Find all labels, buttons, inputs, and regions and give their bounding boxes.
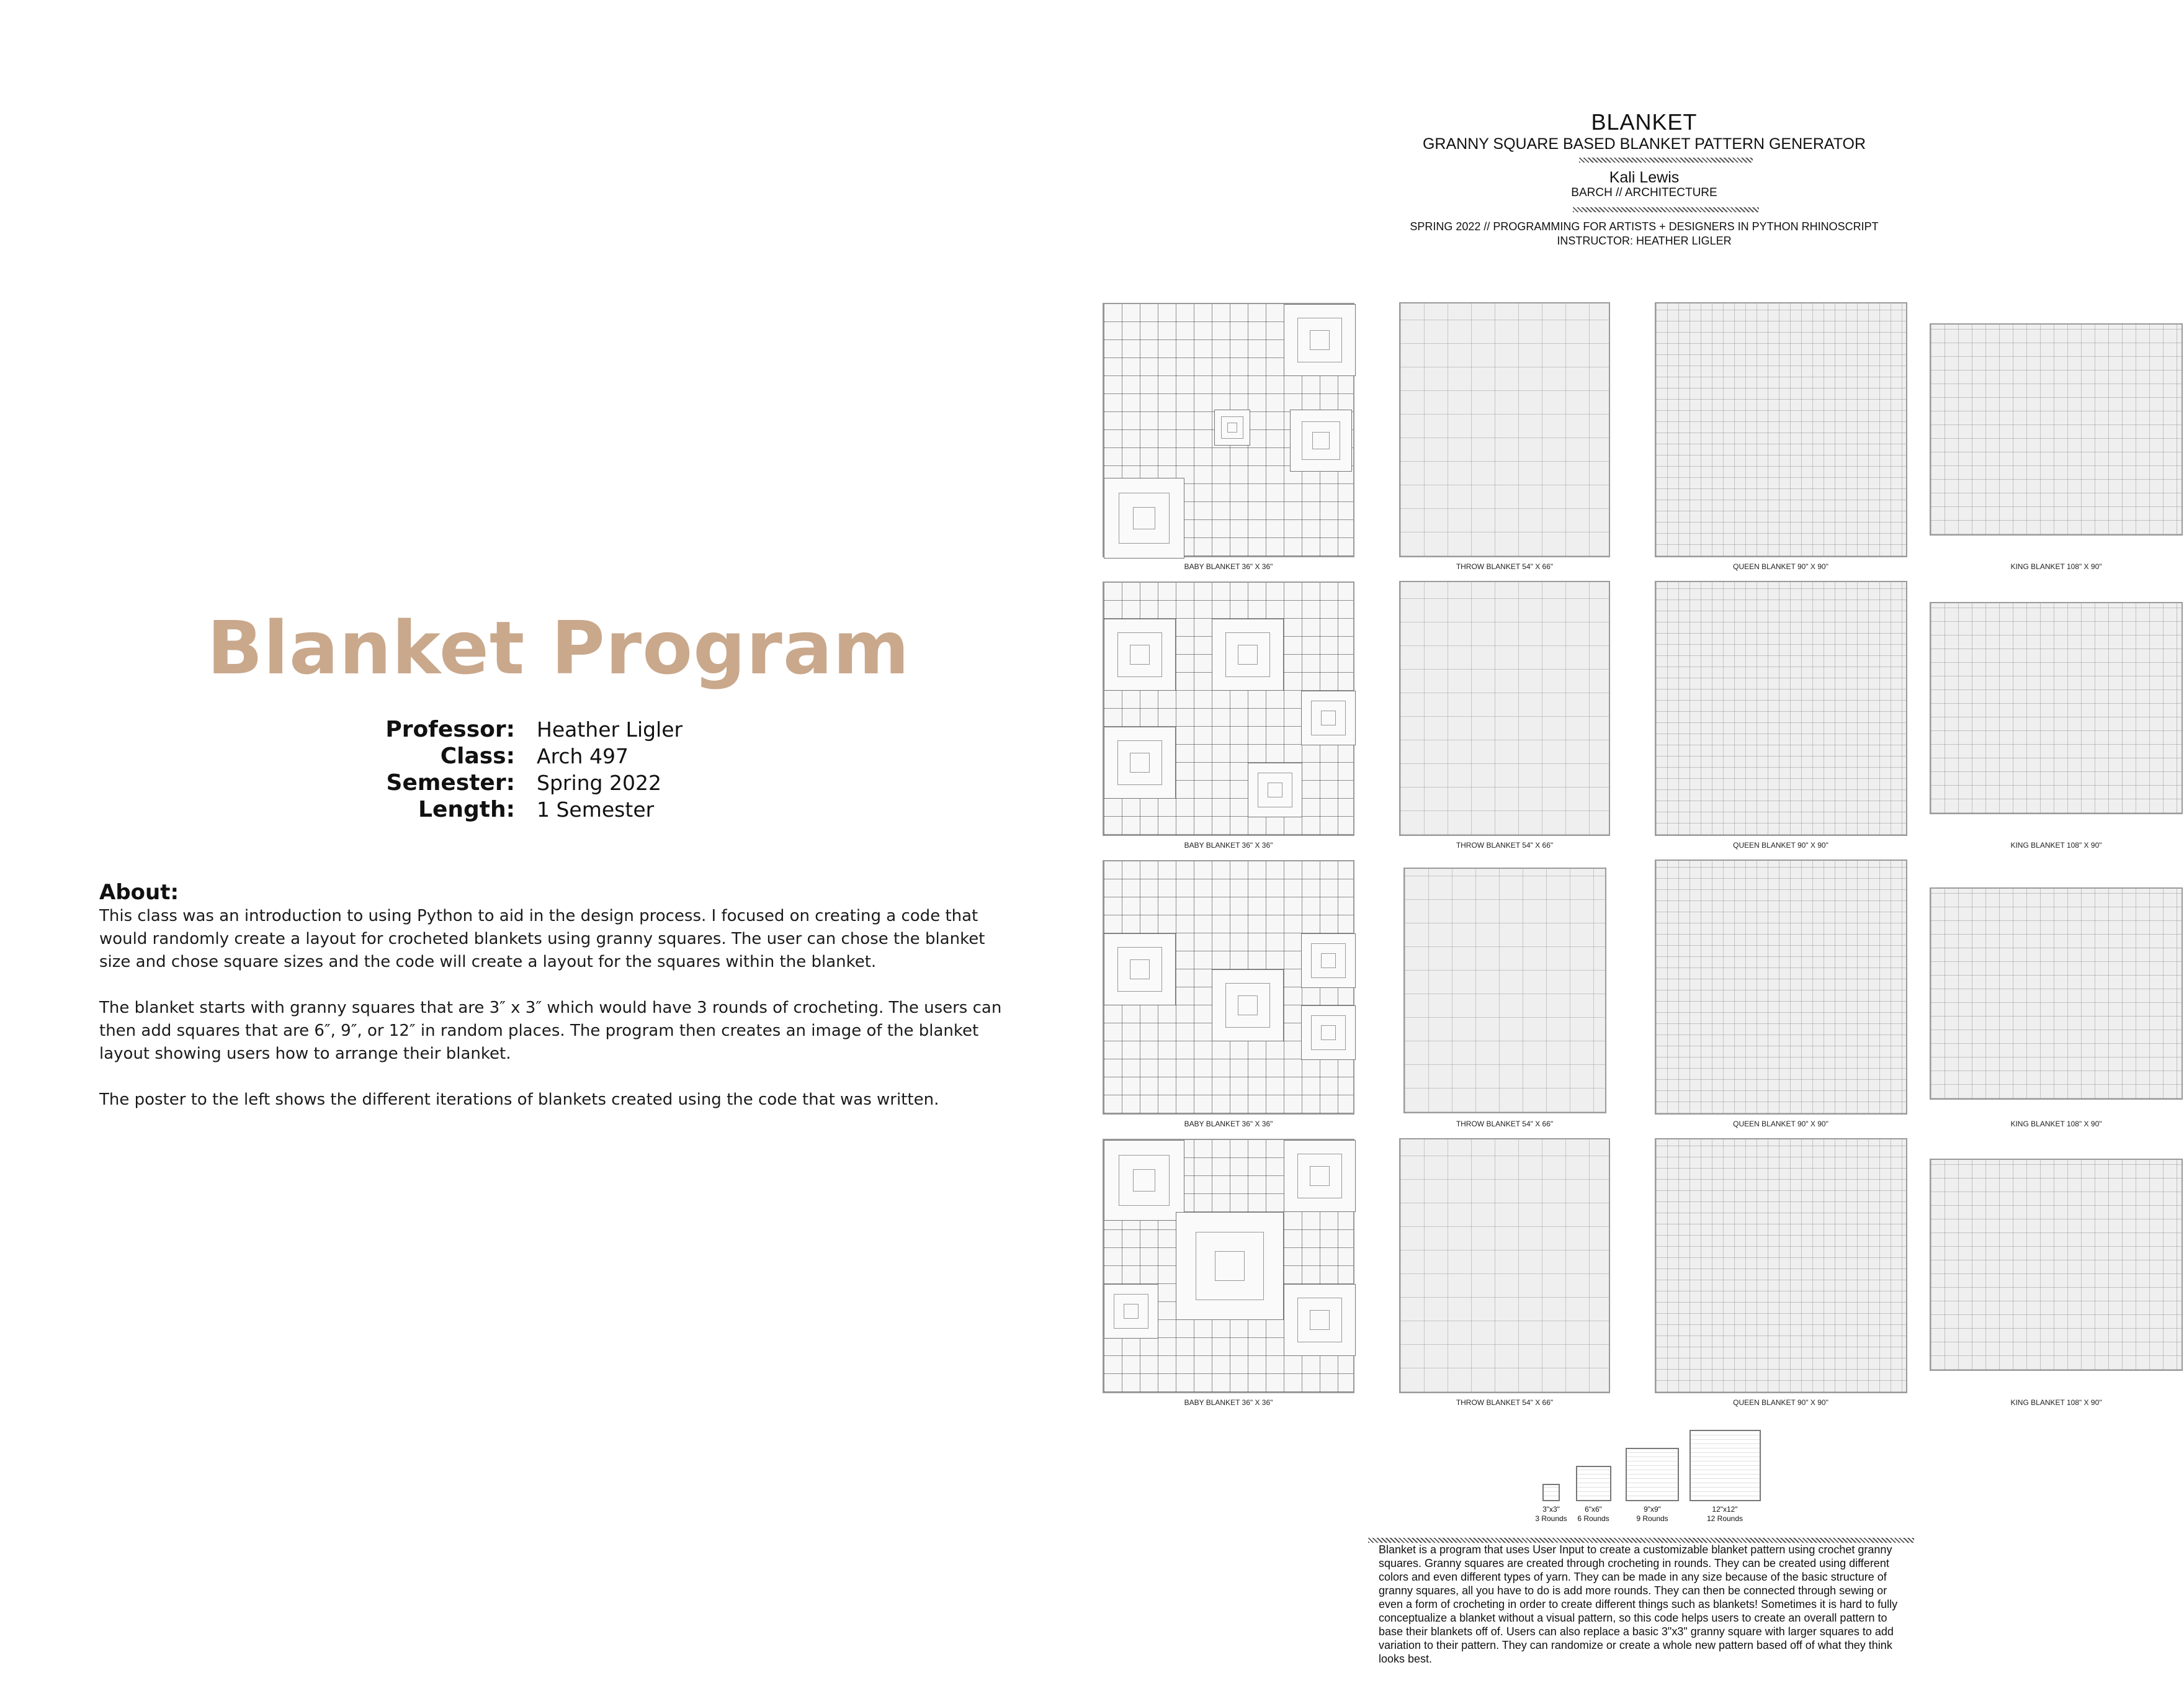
- legend-size: 12"x12": [1712, 1505, 1738, 1514]
- caption-queen: QUEEN BLANKET 90" X 90": [1733, 841, 1828, 850]
- about-paragraph: The blanket starts with granny squares that are 3″ x 3″ which would have 3 rounds of crocheting. The users can then add squares that are 6″, 9″, or 12″ in random places. The program then creates an image of the blanket layout showing users how to arrange their blanket.: [99, 999, 1002, 1063]
- meta-value: Heather Ligler: [537, 717, 683, 742]
- meta-value: Arch 497: [537, 744, 629, 768]
- meta-row-class: [0, 743, 1117, 770]
- blanket-pattern-baby: [1103, 1139, 1354, 1393]
- legend-square-6: [1576, 1466, 1611, 1501]
- blanket-pattern-king: [1930, 1159, 2183, 1371]
- legend-rounds: 9 Rounds: [1636, 1514, 1668, 1523]
- blanket-pattern-throw: [1399, 581, 1610, 836]
- granny-square: [1301, 691, 1356, 745]
- granny-square: [1104, 478, 1184, 559]
- legend-caption: [1615, 1505, 1689, 1524]
- about-heading: About:: [99, 880, 179, 905]
- course-line: SPRING 2022 // PROGRAMMING FOR ARTISTS + DESIGNERS IN PYTHON RHINOSCRIPT: [1410, 220, 1879, 233]
- meta-label: Professor:: [385, 717, 515, 742]
- granny-square: [1284, 1140, 1356, 1212]
- blanket-pattern-queen: [1655, 1138, 1907, 1393]
- instructor-line: INSTRUCTOR: HEATHER LIGLER: [1557, 235, 1732, 247]
- caption-queen: QUEEN BLANKET 90" X 90": [1733, 1120, 1828, 1128]
- course-info: [0, 717, 1117, 824]
- blanket-pattern-king: [1930, 887, 2183, 1100]
- meta-row-length: [0, 797, 1117, 824]
- caption-baby: BABY BLANKET 36" X 36": [1184, 841, 1273, 850]
- legend-square-3: [1542, 1484, 1560, 1501]
- caption-throw: THROW BLANKET 54" X 66": [1456, 562, 1554, 571]
- caption-baby: BABY BLANKET 36" X 36": [1184, 562, 1273, 571]
- meta-label: Length:: [418, 797, 515, 822]
- blanket-pattern-throw: [1399, 1138, 1610, 1393]
- granny-square: [1176, 1212, 1284, 1320]
- legend-rounds: 12 Rounds: [1706, 1514, 1743, 1523]
- blanket-pattern-king: [1930, 602, 2183, 814]
- page-title: Blanket Program: [207, 605, 910, 691]
- blanket-pattern-king: [1930, 323, 2183, 536]
- zigzag-divider: [1573, 207, 1759, 212]
- granny-square: [1104, 1284, 1158, 1339]
- granny-square: [1301, 933, 1356, 988]
- legend-size: 3"x3": [1542, 1505, 1560, 1514]
- meta-value: 1 Semester: [537, 797, 655, 822]
- caption-queen: QUEEN BLANKET 90" X 90": [1733, 1398, 1828, 1407]
- meta-value: Spring 2022: [537, 771, 661, 795]
- caption-throw: THROW BLANKET 54" X 66": [1456, 1120, 1554, 1128]
- blanket-pattern-queen: [1655, 581, 1907, 836]
- zigzag-divider: [1579, 158, 1753, 163]
- legend-caption: [1688, 1505, 1762, 1524]
- blanket-pattern-throw: [1399, 302, 1610, 557]
- meta-label: Class:: [440, 743, 515, 769]
- granny-square: [1284, 1284, 1356, 1356]
- legend-rounds: 6 Rounds: [1577, 1514, 1609, 1523]
- poster-subtitle: GRANNY SQUARE BASED BLANKET PATTERN GENERATOR: [1422, 135, 1866, 153]
- granny-square: [1248, 763, 1302, 817]
- blanket-pattern-baby: [1103, 860, 1354, 1115]
- author-program: BARCH // ARCHITECTURE: [1571, 186, 1717, 199]
- granny-square: [1104, 727, 1176, 799]
- zigzag-divider: [1368, 1538, 1914, 1543]
- meta-row-professor: [0, 717, 1117, 743]
- about-body: [99, 905, 1005, 1134]
- caption-baby: BABY BLANKET 36" X 36": [1184, 1398, 1273, 1407]
- granny-square: [1104, 619, 1176, 691]
- blanket-pattern-queen: [1655, 302, 1907, 557]
- caption-queen: QUEEN BLANKET 90" X 90": [1733, 562, 1828, 571]
- poster-title: BLANKET: [1591, 109, 1698, 135]
- blanket-pattern-baby: [1103, 303, 1354, 557]
- granny-square: [1290, 410, 1352, 472]
- legend-square-9: [1626, 1448, 1679, 1501]
- legend-square-12: [1689, 1430, 1761, 1501]
- blanket-pattern-throw: [1403, 868, 1606, 1113]
- meta-label: Semester:: [386, 770, 515, 796]
- caption-throw: THROW BLANKET 54" X 66": [1456, 1398, 1554, 1407]
- caption-king: KING BLANKET 108" X 90": [2010, 841, 2102, 850]
- caption-baby: BABY BLANKET 36" X 36": [1184, 1120, 1273, 1128]
- about-paragraph: The poster to the left shows the different iterations of blankets created using the code that was written.: [99, 1090, 939, 1109]
- caption-king: KING BLANKET 108" X 90": [2010, 1398, 2102, 1407]
- granny-square: [1301, 1005, 1356, 1060]
- granny-square: [1214, 410, 1250, 446]
- caption-throw: THROW BLANKET 54" X 66": [1456, 841, 1554, 850]
- granny-square: [1104, 933, 1176, 1005]
- author-name: Kali Lewis: [1609, 169, 1680, 186]
- legend-size: 9"x9": [1644, 1505, 1661, 1514]
- blanket-pattern-queen: [1655, 860, 1907, 1115]
- granny-square: [1212, 969, 1284, 1041]
- granny-square: [1104, 1140, 1184, 1221]
- caption-king: KING BLANKET 108" X 90": [2010, 1120, 2102, 1128]
- granny-square: [1212, 619, 1284, 691]
- legend-rounds: 3 Rounds: [1535, 1514, 1567, 1523]
- granny-square: [1284, 304, 1356, 376]
- meta-row-semester: [0, 770, 1117, 797]
- caption-king: KING BLANKET 108" X 90": [2010, 562, 2102, 571]
- poster-description: Blanket is a program that uses User Input to create a customizable blanket pattern using crochet granny squares. Granny squares are created through crocheting in rounds. They can be created using different colors and even different types of yarn. They can be made in any size because of the basic structure of granny squares, all you have to do is add more rounds. They can then be connected through sewing or even a form of crocheting in order to create different things such as blankets! Sometimes it is hard to fully conceptualize a blanket without a visual pattern, so this code helps users to create an overall pattern to base their blankets off of. Users can also replace a basic 3"x3" granny square with larger squares to add variation to their pattern. They can randomize or create a whole new pattern based off of what they think looks best.: [1379, 1543, 1898, 1665]
- blanket-pattern-baby: [1103, 581, 1354, 836]
- about-paragraph: This class was an introduction to using Python to aid in the design process. I focused on creating a code that would randomly create a layout for crocheted blankets using granny squares. The user can chose the blanket size and chose square sizes and the code will create a layout for the squares within the blanket.: [99, 907, 985, 971]
- legend-size: 6"x6": [1585, 1505, 1602, 1514]
